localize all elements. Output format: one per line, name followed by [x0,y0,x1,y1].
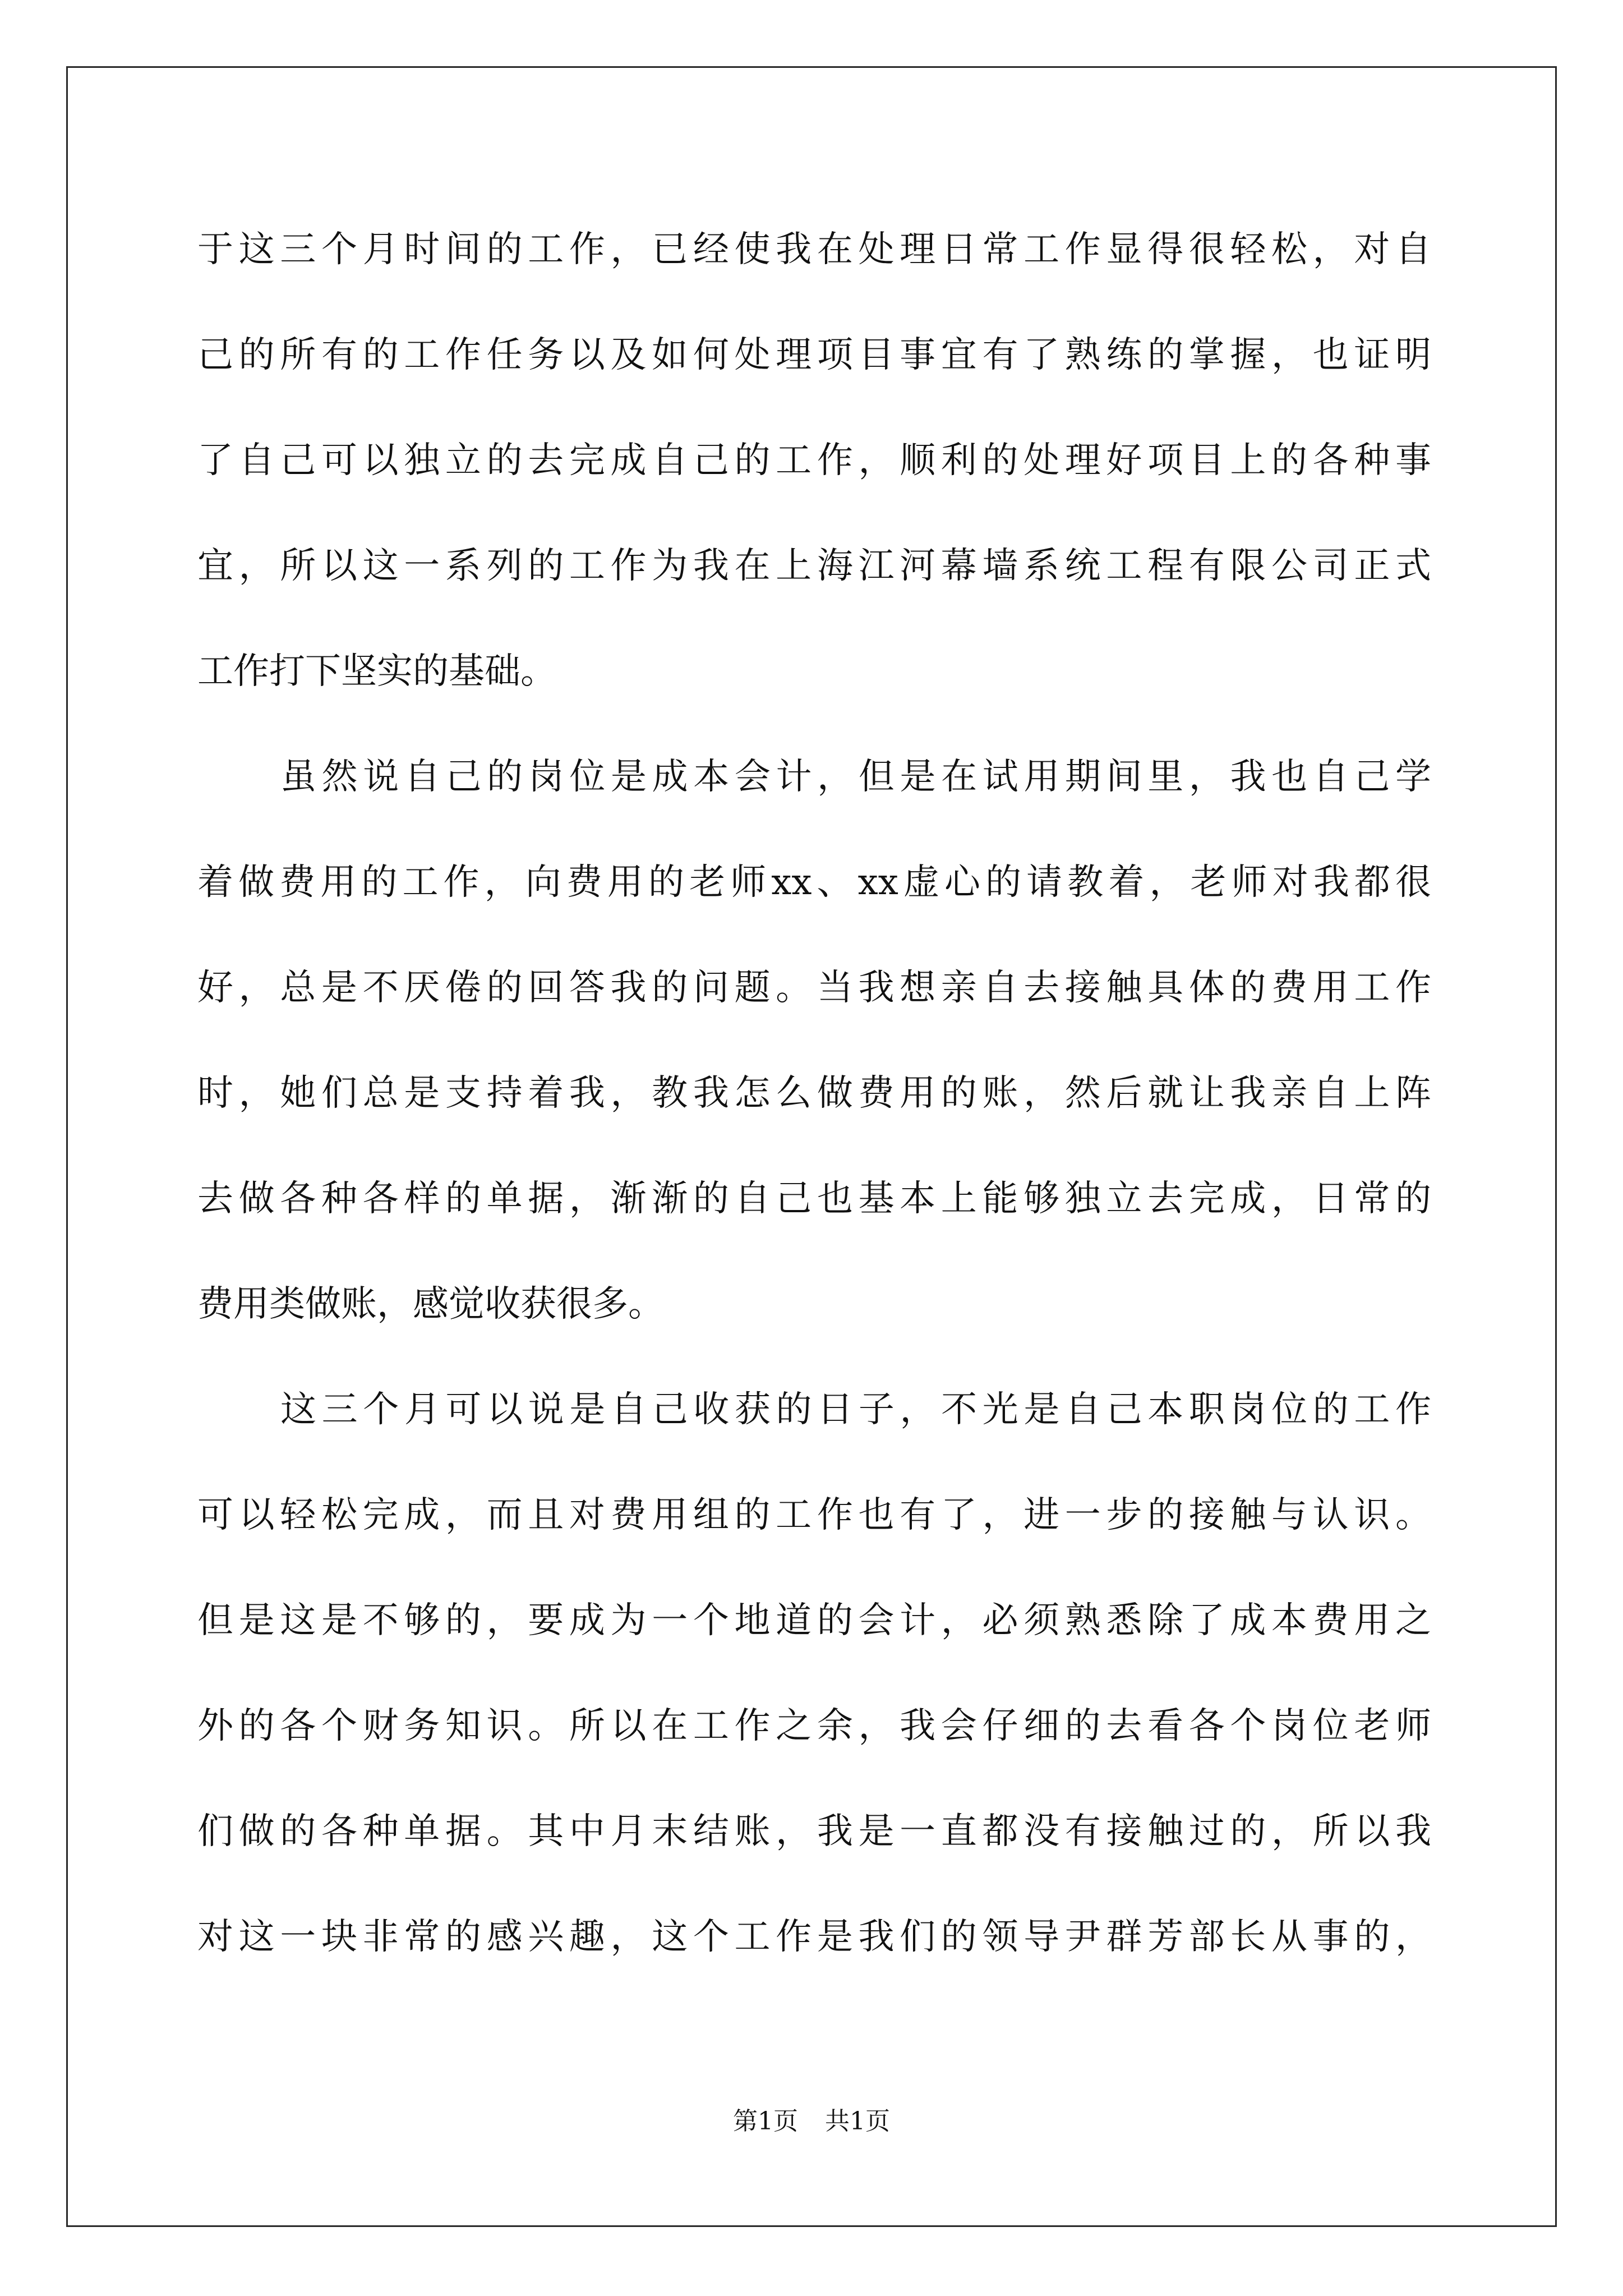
text-line: 己的所有的工作任务以及如何处理项目事宜有了熟练的掌握，也证明 [197,334,1431,376]
text-line: 虽然说自己的岗位是成本会计，但是在试用期间里，我也自己学 [280,756,1431,798]
text-line: 可以轻松完成，而且对费用组的工作也有了，进一步的接触与认识。 [197,1494,1431,1536]
document-body [197,222,1431,2014]
page-footer [0,2101,1623,2137]
page-number: 第1页 [733,2107,798,2136]
text-line: 们做的各种单据。其中月末结账，我是一直都没有接触过的，所以我 [197,1811,1431,1852]
text-line: 宜，所以这一系列的工作为我在上海江河幕墙系统工程有限公司正式 [197,545,1431,587]
text-line: 时，她们总是支持着我，教我怎么做费用的账，然后就让我亲自上阵 [197,1073,1431,1114]
text-line: 工作打下坚实的基础。 [197,651,556,692]
text-line: 费用类做账，感觉收获很多。 [197,1283,664,1325]
text-line: 这三个月可以说是自己收获的日子，不光是自己本职岗位的工作 [280,1389,1431,1430]
text-line: 了自己可以独立的去完成自己的工作，顺利的处理好项目上的各种事 [197,440,1431,481]
page-total: 共1页 [825,2107,890,2136]
text-line: 对这一块非常的感兴趣，这个工作是我们的领导尹群芳部长从事的， [197,1916,1431,1958]
text-line: 但是这是不够的，要成为一个地道的会计，必须熟悉除了成本费用之 [197,1600,1431,1641]
text-line: 着做费用的工作，向费用的老师xx、xx虚心的请教着，老师对我都很 [197,862,1431,903]
text-line: 去做各种各样的单据，渐渐的自己也基本上能够独立去完成，日常的 [197,1178,1431,1220]
paragraph-3 [197,1382,1431,2014]
text-line: 好，总是不厌倦的回答我的问题。当我想亲自去接触具体的费用工作 [197,967,1431,1009]
paragraph-1 [197,222,1431,749]
text-line: 外的各个财务知识。所以在工作之余，我会仔细的去看各个岗位老师 [197,1705,1431,1747]
text-line: 于这三个月时间的工作，已经使我在处理日常工作显得很轻松，对自 [197,229,1431,270]
paragraph-2 [197,749,1431,1382]
